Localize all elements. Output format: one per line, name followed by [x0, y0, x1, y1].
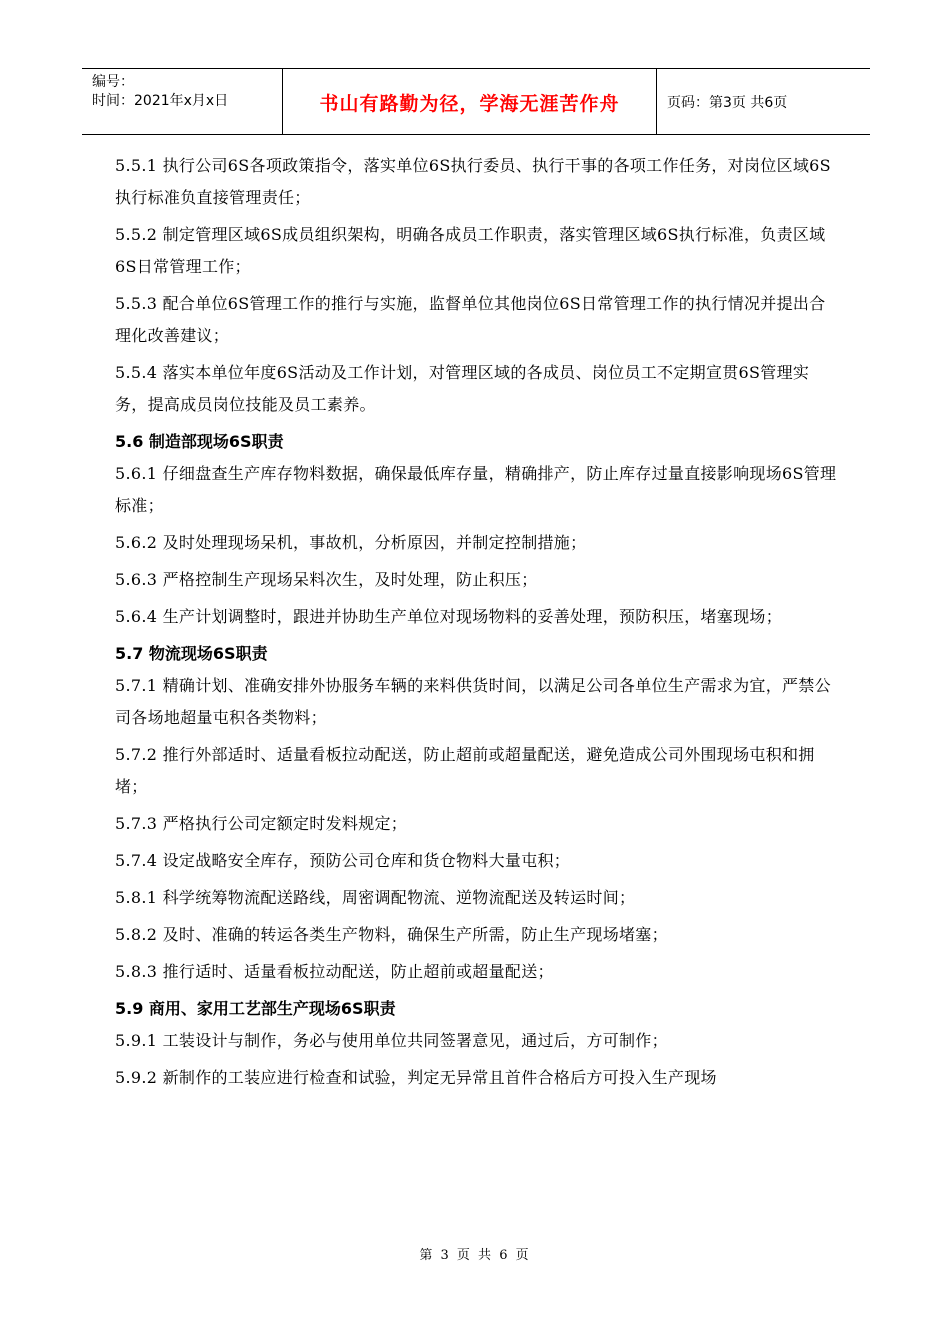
- clause-paragraph: 5.6.3 严格控制生产现场呆料次生，及时处理，防止积压；: [115, 570, 538, 589]
- clause-paragraph: 5.5.2 制定管理区域6S成员组织架构，明确各成员工作职责，落实管理区域6S执行标准，负责区域6S日常管理工作；: [115, 225, 826, 276]
- section-heading: 5.9 商用、家用工艺部生产现场6S职责: [115, 999, 396, 1018]
- clause-paragraph: 5.7.1 精确计划、准确安排外协服务车辆的来料供货时间，以满足公司各单位生产需求为宜，严禁公司各场地超量屯积各类物料；: [115, 676, 831, 727]
- clause-paragraph: 5.9.1 工装设计与制作，务必与使用单位共同签署意见，通过后，方可制作；: [115, 1031, 668, 1050]
- clause-paragraph: 5.9.2 新制作的工装应进行检查和试验，判定无异常且首件合格后方可投入生产现场: [115, 1068, 717, 1087]
- header-meta: [92, 73, 280, 111]
- document-date: 时间：2021年x月x日: [92, 93, 229, 109]
- section-heading: 5.7 物流现场6S职责: [115, 644, 268, 663]
- clause-paragraph: 5.6.1 仔细盘查生产库存物料数据，确保最低库存量，精确排产，防止库存过量直接影响现场6S管理标准；: [115, 464, 837, 515]
- clause-paragraph: 5.7.3 严格执行公司定额定时发料规定；: [115, 814, 408, 833]
- document-body: [115, 150, 840, 1094]
- document-header: [82, 68, 870, 135]
- header-motto: 书山有路勤为径，学海无涯苦作舟: [319, 92, 620, 115]
- document-number: 编号：: [92, 74, 134, 90]
- clause-paragraph: 5.8.3 推行适时、适量看板拉动配送，防止超前或超量配送；: [115, 962, 554, 981]
- clause-paragraph: 5.6.2 及时处理现场呆机，事故机，分析原因，并制定控制措施；: [115, 533, 587, 552]
- clause-paragraph: 5.5.3 配合单位6S管理工作的推行与实施，监督单位其他岗位6S日常管理工作的执行情况并提出合理化改善建议；: [115, 294, 826, 345]
- clause-paragraph: 5.7.2 推行外部适时、适量看板拉动配送，防止超前或超量配送，避免造成公司外围现场屯积和拥堵；: [115, 745, 815, 796]
- page-footer: 第 3 页 共 6 页: [419, 1248, 531, 1263]
- clause-paragraph: 5.7.4 设定战略安全库存，预防公司仓库和货仓物料大量屯积；: [115, 851, 571, 870]
- section-heading: 5.6 制造部现场6S职责: [115, 432, 284, 451]
- clause-paragraph: 5.5.1 执行公司6S各项政策指令，落实单位6S执行委员、执行干事的各项工作任务，对岗位区域6S执行标准负直接管理责任；: [115, 156, 831, 207]
- clause-paragraph: 5.8.1 科学统筹物流配送路线，周密调配物流、逆物流配送及转运时间；: [115, 888, 636, 907]
- clause-paragraph: 5.6.4 生产计划调整时，跟进并协助生产单位对现场物料的妥善处理，预防积压，堵塞现场；: [115, 607, 782, 626]
- clause-paragraph: 5.8.2 及时、准确的转运各类生产物料，确保生产所需，防止生产现场堵塞；: [115, 925, 668, 944]
- clause-paragraph: 5.5.4 落实本单位年度6S活动及工作计划，对管理区域的各成员、岗位员工不定期宣贯6S管理实务，提高成员岗位技能及员工素养。: [115, 363, 810, 414]
- header-divider: [656, 69, 657, 134]
- header-page-number: 页码：第3页 共6页: [667, 95, 788, 111]
